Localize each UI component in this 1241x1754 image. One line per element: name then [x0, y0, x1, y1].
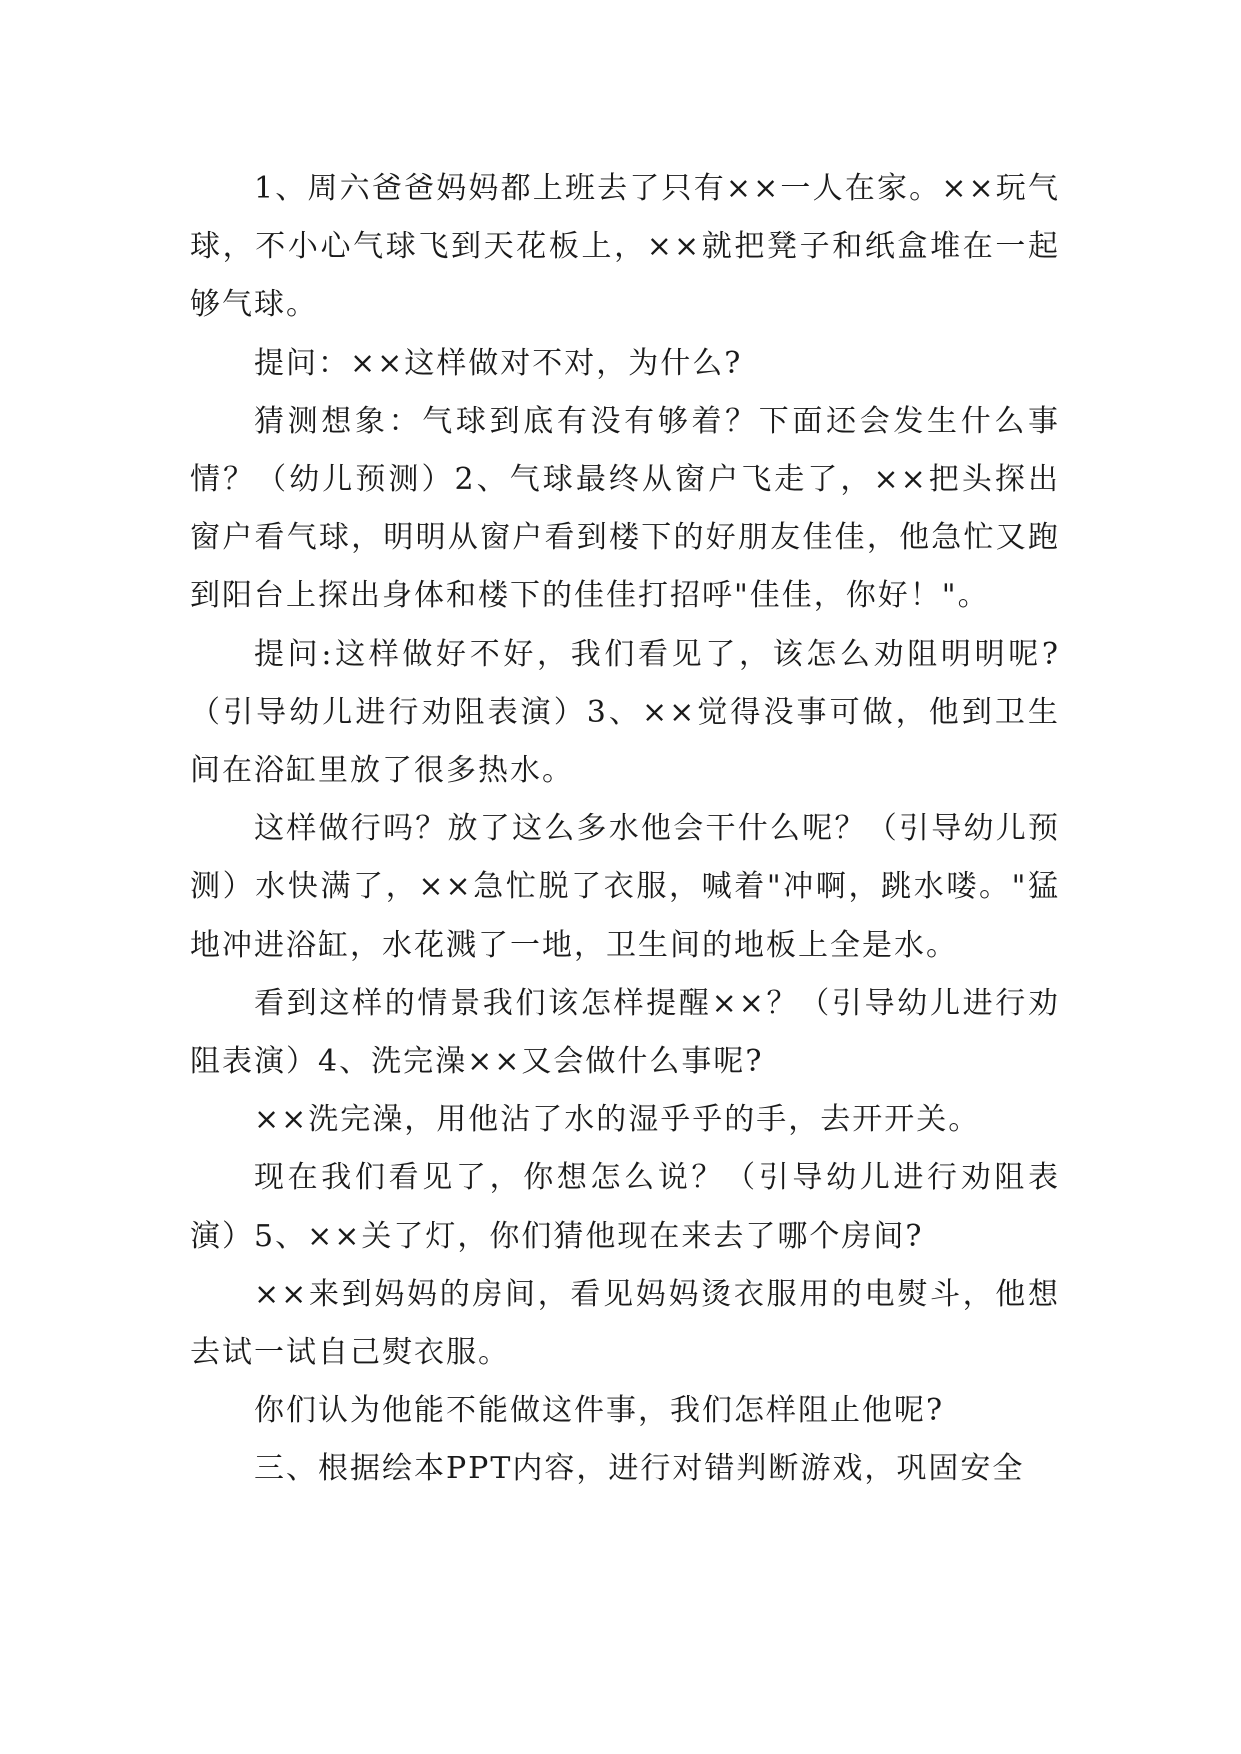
paragraph: 你们认为他能不能做这件事，我们怎样阻止他呢?: [254, 1393, 945, 1429]
paragraph: 这样做行吗？放了这么多水他会干什么呢？（引导幼儿预测）水快满了，××急忙脱了衣服，喊着"冲啊，跳水喽。"猛地冲进浴缸，水花溅了一地，卫生间的地板上全是水。: [190, 811, 1060, 963]
paragraph: 1、周六爸爸妈妈都上班去了只有××一人在家。××玩气球，不小心气球飞到天花板上，××就把凳子和纸盒堆在一起够气球。: [190, 171, 1060, 323]
paragraph: 提问：××这样做对不对，为什么?: [254, 345, 743, 381]
paragraph: 三、根据绘本PPT内容，进行对错判断游戏，巩固安全: [254, 1451, 1025, 1487]
paragraph: ××洗完澡，用他沾了水的湿乎乎的手，去开开关。: [254, 1102, 981, 1138]
document-body: [190, 160, 1060, 1499]
paragraph: 猜测想象：气球到底有没有够着？下面还会发生什么事情？（幼儿预测）2、气球最终从窗户飞走了，××把头探出窗户看气球，明明从窗户看到楼下的好朋友佳佳，他急忙又跑到阳台上探出身体和楼下的佳佳打招呼"佳佳，你好！"。: [190, 403, 1060, 614]
paragraph: 现在我们看见了，你想怎么说？（引导幼儿进行劝阻表演）5、××关了灯，你们猜他现在来去了哪个房间?: [190, 1160, 1060, 1254]
paragraph: 看到这样的情景我们该怎样提醒××？（引导幼儿进行劝阻表演）4、洗完澡××又会做什么事呢?: [190, 985, 1060, 1080]
paragraph: ××来到妈妈的房间，看见妈妈烫衣服用的电熨斗，他想去试一试自己熨衣服。: [190, 1276, 1060, 1371]
paragraph: 提问:这样做好不好，我们看见了，该怎么劝阻明明呢?（引导幼儿进行劝阻表演）3、××觉得没事可做，他到卫生间在浴缸里放了很多热水。: [190, 636, 1060, 789]
